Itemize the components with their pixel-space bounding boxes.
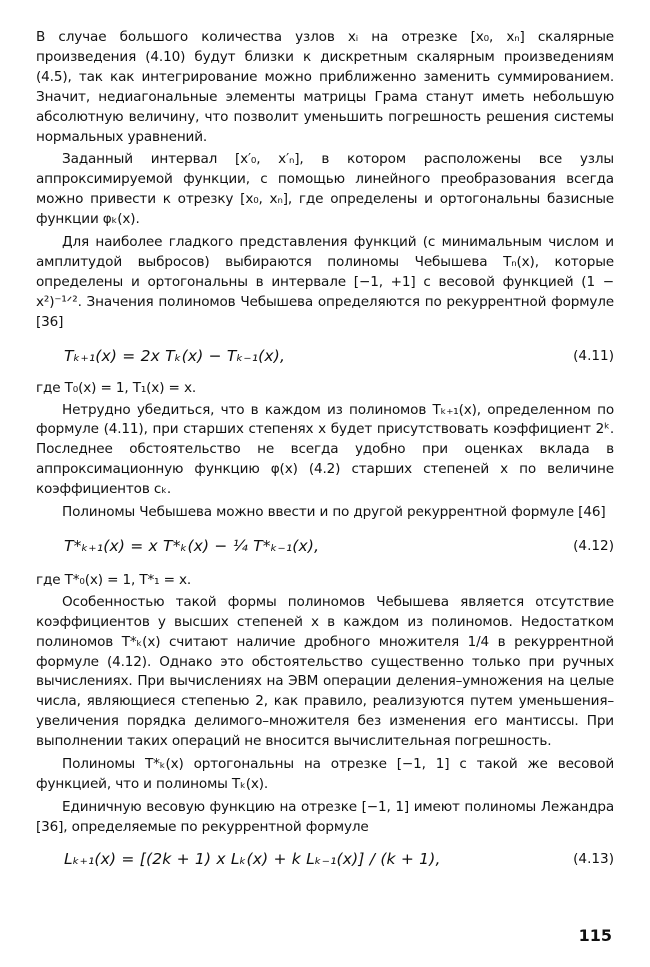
equation-4-13-formula: Lₖ₊₁(x) = [(2k + 1) x Lₖ(x) + k Lₖ₋₁(x)] / (k + 1), <box>64 849 441 868</box>
equation-4-11 <box>36 347 614 365</box>
equation-4-12-number: (4.12) <box>573 537 614 554</box>
paragraph-orthogonality: Полиномы T*ₖ(x) ортогональны на отрезке [−1, 1] с такой же весовой функцией, что и полиномы Tₖ(x). <box>36 756 614 792</box>
equation-4-12 <box>36 537 614 555</box>
paragraph-gram-matrix: В случае большого количества узлов xᵢ на отрезке [x₀, xₙ] скалярные произведения (4.10) будут близки к дискретным скалярным произведениям (4.5), так как интегрирование можно приближенно заменить суммированием. Значит, недиагональные элементы матрицы Грама станут иметь небольшую абсолютную величину, что позволит уменьшить погрешность решения системы нормальных уравнений. <box>36 29 614 145</box>
paragraph-form-features: Особенностью такой формы полиномов Чебышева является отсутствие коэффициентов у высших степеней x в каждом из полиномов. Недостатком полиномов T*ₖ(x) считают наличие дробного множителя 1/4 в рекуррентной формуле (4.12). Однако это обстоятельство существенно только при ручных вычислениях. При вычислениях на ЭВМ операции деления–умножения на целые числа, являющиеся степенью 2, как правило, реализуются путем уменьшения–увеличения порядка делимого–множителя без изменения его мантиссы. При выполнении таких операций не вносится вычислительная погрешность. <box>36 593 614 750</box>
page-number: 115 <box>578 926 612 945</box>
paragraph-other-recurrence: Полиномы Чебышева можно ввести и по другой рекуррентной формуле [46] <box>62 504 606 521</box>
equation-4-11-formula: Tₖ₊₁(x) = 2x Tₖ(x) − Tₖ₋₁(x), <box>64 346 286 365</box>
equation-4-11-number: (4.11) <box>573 347 614 364</box>
initial-conditions-4-11: где T₀(x) = 1, T₁(x) = x. <box>36 379 197 396</box>
initial-conditions-4-12: где T*₀(x) = 1, T*₁ = x. <box>36 571 192 588</box>
paragraph-coefficient-2k: Нетрудно убедиться, что в каждом из полиномов Tₖ₊₁(x), определенном по формуле (4.11), при старших степенях x будет присутствовать коэффициент 2ᵏ. Последнее обстоятельство не всегда удобно при оценках вклада в аппроксимационную функцию φ(x) (4.2) старших степеней x по величине коэффициентов cₖ. <box>36 401 614 498</box>
paragraph-chebyshev-intro: Для наиболее гладкого представления функций (с минимальным числом и амплитудой выбросов) выбираются полиномы Чебышева Tₙ(x), которые определены и ортогональны в интервале [−1, +1] с весовой функцией (1 − x²)⁻¹ᐟ². Значения полиномов Чебышева определяются по рекуррентной формуле [36] <box>36 234 614 330</box>
equation-4-13 <box>36 850 614 868</box>
equation-4-12-formula: T*ₖ₊₁(x) = x T*ₖ(x) − ¼ T*ₖ₋₁(x), <box>64 536 320 555</box>
paragraph-interval-transform: Заданный интервал [x′₀, x′ₙ], в котором расположены все узлы аппроксимируемой функции, с помощью линейного преобразования всегда можно привести к отрезку [x₀, xₙ], где определены и ортогональны базисные функции φₖ(x). <box>36 151 614 228</box>
paragraph-legendre-intro: Единичную весовую функцию на отрезке [−1, 1] имеют полиномы Лежандра [36], определяемые по рекуррентной формуле <box>36 798 614 835</box>
equation-4-13-number: (4.13) <box>573 850 614 867</box>
